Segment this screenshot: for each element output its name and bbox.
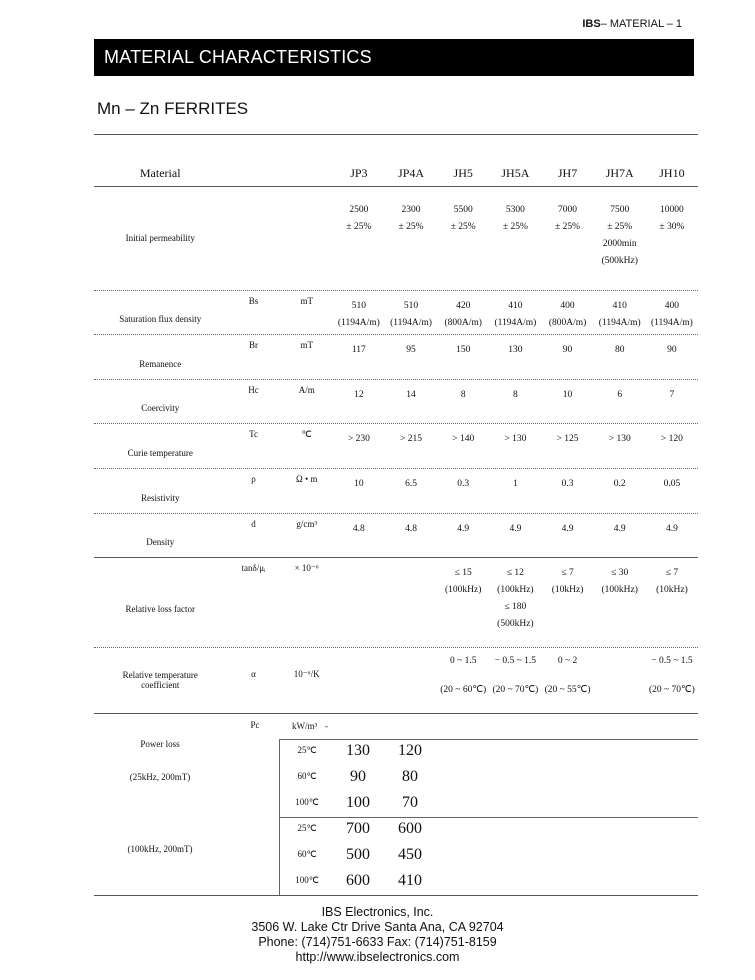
power-loss-label: Power loss [140, 739, 180, 749]
power-loss-jp3: 130 [346, 742, 370, 759]
power-loss-temp: 25℃ [297, 745, 317, 755]
value-line: 4.9 [457, 524, 470, 534]
property-symbol: Hc [248, 385, 259, 395]
value-line: 90 [667, 345, 677, 355]
value-line: 5500 [453, 205, 473, 215]
value-line: 95 [406, 345, 416, 355]
page-tag-text: – MATERIAL – 1 [600, 18, 682, 30]
property-name: Relative temperature coefficient [122, 670, 198, 690]
header-material-jh7: JH7 [557, 166, 578, 180]
value-line: 5300 [505, 205, 525, 215]
value-cell [333, 557, 385, 647]
value-line: 8 [513, 390, 518, 400]
value-cell [594, 379, 646, 423]
property-name: Coercivity [141, 403, 180, 413]
power-loss-jp3: 100 [346, 794, 370, 811]
power-loss-cond-1: (25kHz, 200mT) [129, 772, 191, 782]
power-loss-jp4a: 70 [402, 794, 418, 811]
page-tag [582, 18, 682, 30]
value-line: ± 25% [555, 222, 581, 232]
header-empty [226, 161, 280, 186]
value-line: (20 ~ 70℃) [648, 685, 695, 695]
value-cell [541, 557, 593, 647]
value-cell [646, 186, 698, 290]
value-line: 0.3 [457, 479, 470, 489]
header-row [94, 161, 698, 186]
value-line: 410 [508, 301, 523, 311]
power-loss-rule [280, 739, 698, 740]
property-unit: A/m [298, 385, 315, 395]
value-line: (500kHz) [601, 256, 638, 266]
value-cell [385, 557, 437, 647]
value-line: 7 [669, 390, 675, 400]
value-line: > 140 [452, 434, 475, 444]
value-line: ≤ 7 [561, 568, 574, 578]
power-loss-jp4a: 410 [398, 872, 422, 889]
value-line: 8 [460, 390, 466, 400]
value-cell [333, 647, 385, 713]
table-row [94, 290, 698, 334]
power-loss-temp: 100℃ [295, 875, 319, 885]
row-rule [94, 290, 698, 291]
power-loss-temp: 100℃ [295, 797, 319, 807]
properties-table [94, 161, 698, 713]
row-rule [94, 513, 698, 514]
power-loss-jp3: 600 [346, 872, 370, 889]
value-line: > 130 [504, 434, 527, 444]
value-cell [489, 334, 541, 379]
value-cell [594, 513, 646, 557]
value-cell [489, 423, 541, 468]
value-line: 2000min [602, 239, 637, 249]
value-cell [489, 557, 541, 647]
power-loss-jp3: 90 [350, 768, 366, 785]
value-line: ≤ 12 [506, 568, 524, 578]
value-cell [437, 513, 489, 557]
property-symbol: ρ [251, 474, 256, 484]
table-row [94, 513, 698, 557]
value-line: (20 ~ 55℃) [544, 685, 591, 695]
value-line: ± 25% [450, 222, 476, 232]
value-line: 90 [562, 345, 573, 355]
power-loss-vrule [279, 739, 280, 895]
value-line: 14 [406, 390, 416, 400]
value-line: 7500 [610, 205, 630, 215]
value-line: (800A/m) [444, 318, 482, 328]
table-row [94, 423, 698, 468]
property-unit: g/cm³ [296, 519, 318, 529]
row-rule [94, 647, 698, 648]
value-line: 510 [351, 301, 366, 311]
value-line: 6.5 [405, 479, 417, 489]
value-line: 0.05 [663, 479, 681, 489]
header-material-jp4a: JP4A [398, 166, 425, 180]
row-rule [94, 557, 698, 558]
power-loss-jp4a: 600 [398, 820, 422, 837]
header-material-jh7a: JH7A [605, 166, 634, 180]
value-cell [385, 186, 437, 290]
row-rule [94, 334, 698, 335]
property-unit: Ω • m [296, 474, 318, 484]
value-cell [489, 513, 541, 557]
value-line: 4.9 [665, 524, 678, 534]
value-line: (500kHz) [497, 619, 534, 629]
value-cell [646, 334, 698, 379]
property-name: Initial permeability [125, 233, 195, 243]
value-line: > 230 [347, 434, 370, 444]
value-cell [333, 290, 385, 334]
value-cell [646, 468, 698, 513]
value-cell [333, 334, 385, 379]
value-cell [385, 290, 437, 334]
power-loss-jp3: 700 [346, 820, 370, 837]
value-line: (1194A/m) [598, 318, 641, 328]
value-line: ± 25% [502, 222, 528, 232]
value-line: 150 [456, 345, 471, 355]
value-line: 12 [354, 390, 364, 400]
value-line: 7000 [558, 205, 578, 215]
value-cell [541, 423, 593, 468]
value-cell [385, 379, 437, 423]
value-line: (10kHz) [551, 585, 584, 595]
value-line: 0.3 [561, 479, 574, 489]
value-cell [385, 647, 437, 713]
value-line: 10000 [660, 205, 684, 215]
value-line: (100kHz) [445, 585, 482, 595]
value-line: ≤ 180 [504, 602, 527, 612]
value-line: (1194A/m) [650, 318, 693, 328]
value-cell [385, 468, 437, 513]
value-line: ≤ 30 [611, 568, 629, 578]
value-cell [646, 647, 698, 713]
value-cell [541, 513, 593, 557]
value-line: 510 [403, 301, 419, 311]
value-line: 2300 [401, 205, 421, 215]
value-line: ≤ 7 [665, 568, 679, 578]
property-unit: × 10⁻⁶ [294, 563, 319, 573]
footer-address: 3506 W. Lake Ctr Drive Santa Ana, CA 92704 [251, 920, 504, 934]
value-line: 4.8 [352, 524, 365, 534]
power-loss-cond-2: (100kHz, 200mT) [127, 844, 193, 854]
value-line: > 130 [608, 434, 631, 444]
value-cell [333, 513, 385, 557]
value-cell [437, 334, 489, 379]
value-cell [437, 290, 489, 334]
value-cell [541, 290, 593, 334]
value-cell [333, 468, 385, 513]
value-line: ± 25% [607, 222, 633, 232]
value-line: ± 25% [398, 222, 424, 232]
value-cell [646, 379, 698, 423]
value-line: ≤ 15 [454, 568, 472, 578]
value-cell [437, 186, 489, 290]
value-cell [541, 186, 593, 290]
value-line: > 125 [556, 434, 579, 444]
value-cell [385, 513, 437, 557]
value-line: 4.9 [561, 524, 574, 534]
value-line: ± 25% [346, 222, 372, 232]
value-cell [489, 647, 541, 713]
value-line: 4.9 [613, 524, 626, 534]
value-cell [489, 290, 541, 334]
value-line: (10kHz) [656, 585, 688, 595]
value-line: (800A/m) [548, 318, 587, 328]
value-cell [437, 647, 489, 713]
value-line: 117 [351, 345, 366, 355]
property-unit: ℃ [301, 429, 312, 439]
value-line: 0 ~ 2 [557, 656, 578, 666]
header-material-jh10: JH10 [659, 166, 685, 180]
value-cell [333, 379, 385, 423]
value-cell [594, 334, 646, 379]
value-line: 400 [664, 301, 680, 311]
value-line: 6 [617, 390, 623, 400]
power-loss-unit: kW/m³ [292, 721, 318, 731]
value-line: > 215 [400, 434, 423, 444]
table-row [94, 379, 698, 423]
row-rule [94, 468, 698, 469]
value-line: 410 [612, 301, 627, 311]
table-row [94, 186, 698, 290]
value-line: ± 30% [659, 222, 685, 232]
property-unit [281, 186, 333, 290]
power-loss-jp3: 500 [346, 846, 370, 863]
value-line: 80 [614, 345, 625, 355]
property-symbol: Br [249, 340, 259, 350]
property-symbol: α [251, 669, 256, 679]
property-symbol: tanδ/μᵢ [241, 563, 266, 573]
property-unit: 10⁻⁶/K [293, 669, 320, 679]
page-subtitle: Mn – Zn FERRITES [97, 99, 249, 118]
property-name: Relative loss factor [125, 604, 195, 614]
power-loss-jp4a: 450 [398, 846, 422, 863]
value-cell [594, 647, 646, 713]
value-line: 130 [508, 345, 523, 355]
value-cell [333, 423, 385, 468]
value-cell [489, 468, 541, 513]
value-line: − 0.5 ~ 1.5 [494, 656, 537, 666]
property-symbol: Bs [248, 296, 259, 306]
power-loss-jp4a: 80 [402, 768, 418, 785]
value-line: 4.9 [509, 524, 522, 534]
header-empty [281, 161, 333, 186]
value-cell [594, 468, 646, 513]
value-line: 0 ~ 1.5 [449, 656, 477, 666]
footer-url: http://www.ibselectronics.com [295, 950, 460, 964]
header-material-label: Material [139, 166, 181, 180]
power-loss-symbol: Pc [250, 720, 260, 730]
property-symbol [226, 186, 280, 290]
value-line: (20 ~ 60℃) [440, 685, 487, 695]
value-line: 10 [562, 390, 573, 400]
value-line: 10 [354, 479, 364, 489]
table-row [94, 334, 698, 379]
value-line: (20 ~ 70℃) [492, 685, 539, 695]
row-rule [94, 379, 698, 380]
value-cell [541, 647, 593, 713]
row-rule [94, 423, 698, 424]
value-cell [594, 290, 646, 334]
header-material-jh5a: JH5A [501, 166, 530, 180]
property-name: Resistivity [140, 492, 180, 503]
title-banner [94, 39, 694, 76]
property-unit: mT [300, 340, 313, 350]
value-line: (100kHz) [497, 585, 534, 595]
property-unit: mT [300, 296, 313, 306]
property-name: Curie temperature [127, 447, 193, 458]
power-loss-temp: 25℃ [297, 823, 317, 833]
value-cell [541, 468, 593, 513]
footer-company: IBS Electronics, Inc. [321, 905, 434, 919]
power-loss-jp4a: 120 [398, 742, 422, 759]
table-row [94, 468, 698, 513]
power-loss-temp: 60℃ [297, 849, 317, 859]
value-line: 4.8 [405, 524, 417, 534]
property-name: Saturation flux density [119, 314, 202, 324]
property-symbol: Tc [249, 429, 258, 439]
value-line: 420 [456, 301, 471, 311]
property-symbol: d [251, 519, 256, 529]
table-row [94, 647, 698, 713]
value-cell [541, 379, 593, 423]
power-loss-temp: 60℃ [297, 771, 317, 781]
value-line: 1 [513, 479, 518, 489]
value-cell [489, 379, 541, 423]
divider [94, 134, 698, 135]
value-cell [333, 186, 385, 290]
value-cell [646, 557, 698, 647]
value-cell [594, 423, 646, 468]
value-cell [594, 186, 646, 290]
value-cell [541, 334, 593, 379]
value-cell [437, 468, 489, 513]
power-loss-dash: - [325, 721, 328, 731]
value-line: 0.2 [613, 479, 626, 489]
header-material-jh5: JH5 [453, 166, 473, 180]
bottom-rule [94, 895, 698, 896]
header-material-jp3: JP3 [350, 166, 368, 180]
value-cell [437, 423, 489, 468]
table-row [94, 557, 698, 647]
property-name: Remanence [139, 358, 182, 369]
value-cell [437, 379, 489, 423]
value-cell [594, 557, 646, 647]
value-line: > 120 [660, 434, 683, 444]
value-cell [385, 334, 437, 379]
power-loss-rule [280, 817, 698, 818]
value-line: − 0.5 ~ 1.5 [651, 656, 693, 666]
value-cell [437, 557, 489, 647]
page-tag-brand: IBS [582, 18, 601, 30]
value-line: (1194A/m) [337, 318, 380, 328]
value-cell [646, 290, 698, 334]
value-cell [489, 186, 541, 290]
value-line: (1194A/m) [390, 318, 432, 328]
value-line: 400 [560, 301, 575, 311]
value-cell [385, 423, 437, 468]
value-line: 2500 [349, 205, 369, 215]
value-cell [646, 513, 698, 557]
value-line: (100kHz) [601, 585, 638, 595]
footer-phone: Phone: (714)751-6633 Fax: (714)751-8159 [258, 935, 497, 949]
value-line: (1194A/m) [494, 318, 537, 328]
property-name: Density [146, 537, 175, 547]
row-rule [94, 713, 698, 714]
header-rule [94, 186, 698, 187]
banner-title: MATERIAL CHARACTERISTICS [104, 47, 372, 67]
value-cell [646, 423, 698, 468]
